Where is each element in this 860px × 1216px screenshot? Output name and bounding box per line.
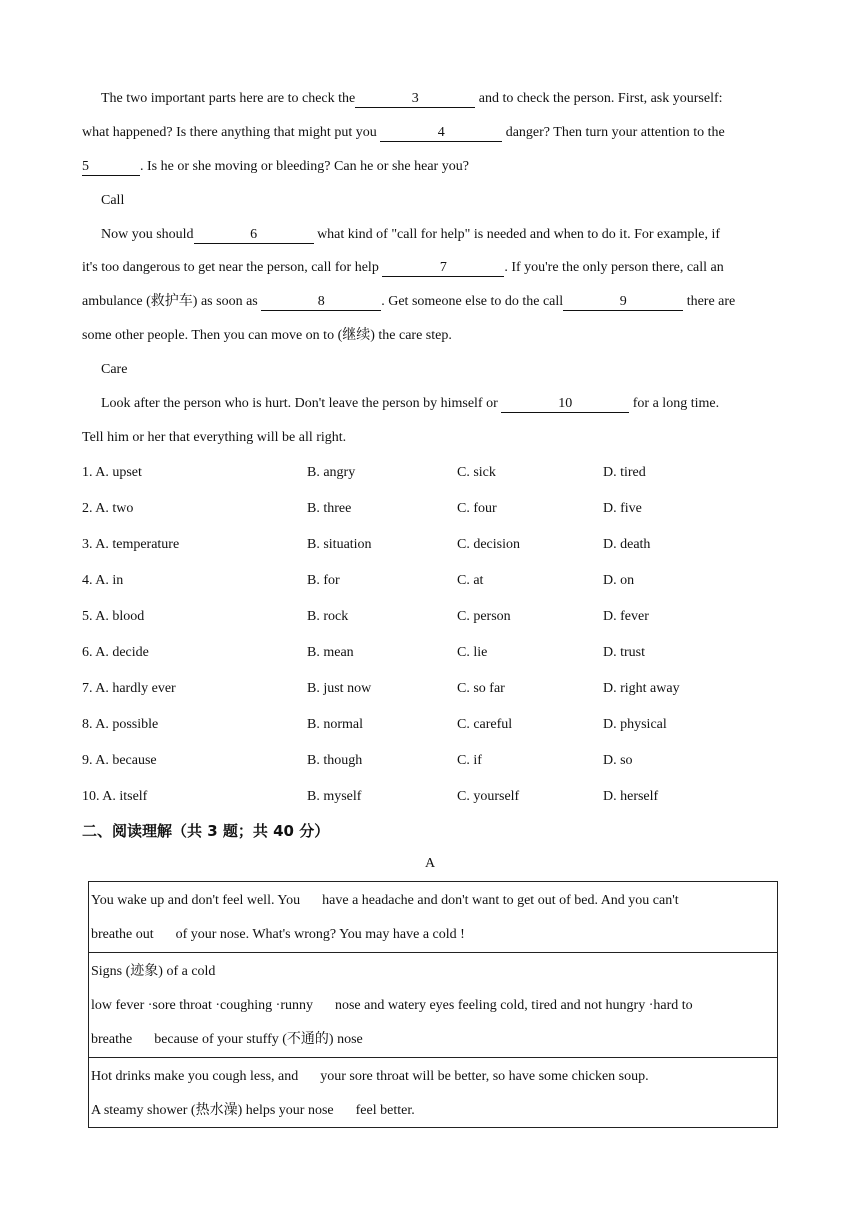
passage-text: danger? Then turn your attention to the bbox=[502, 125, 725, 140]
box-text: have a headache and don't want to get out of bed. And you can't bbox=[322, 893, 679, 908]
box-text: your sore throat will be better, so have some chicken soup. bbox=[320, 1069, 649, 1084]
passage-text: and to check the person. First, ask yourself: bbox=[475, 91, 723, 106]
passage-text: . If you're the only person there, call an bbox=[504, 260, 724, 275]
option-c: C. at bbox=[457, 573, 484, 588]
box-text: because of your stuffy (不通的) nose bbox=[154, 1032, 363, 1047]
passage-line bbox=[82, 123, 782, 143]
option-b: B. rock bbox=[307, 609, 349, 624]
blank-7: 7 bbox=[382, 259, 504, 277]
option-c: C. lie bbox=[457, 645, 488, 660]
option-d: D. herself bbox=[603, 789, 659, 804]
subheading-care: Care bbox=[101, 362, 128, 377]
question-8-options bbox=[82, 715, 782, 735]
blank-10: 10 bbox=[501, 395, 629, 413]
question-7-options bbox=[82, 679, 782, 699]
option-d: D. trust bbox=[603, 645, 645, 660]
option-a: 5. A. blood bbox=[82, 609, 145, 624]
box-text: nose and watery eyes feeling cold, tired and not hungry ·hard to bbox=[334, 998, 693, 1013]
option-c: C. four bbox=[457, 501, 497, 516]
passage-text: what kind of "call for help" is needed and when to do it. For example, if bbox=[313, 227, 720, 242]
question-5-options bbox=[82, 607, 782, 627]
blank-5: 5 bbox=[82, 158, 140, 176]
question-4-options bbox=[82, 571, 782, 591]
option-d: D. right away bbox=[603, 681, 680, 696]
box-row-3 bbox=[89, 1058, 777, 1127]
box-line bbox=[91, 1101, 415, 1121]
option-a: 8. A. possible bbox=[82, 717, 159, 732]
option-b: B. just now bbox=[307, 681, 372, 696]
option-a: 10. A. itself bbox=[82, 789, 148, 804]
option-d: D. on bbox=[603, 573, 635, 588]
box-text: A steamy shower (热水澡) helps your nose bbox=[91, 1103, 334, 1118]
passage-text: what happened? Is there anything that might put you bbox=[82, 125, 381, 140]
box-text: feel better. bbox=[355, 1103, 415, 1118]
question-3-options bbox=[82, 535, 782, 555]
option-b: B. though bbox=[307, 753, 363, 768]
option-a: 7. A. hardly ever bbox=[82, 681, 176, 696]
passage-line: Tell him or her that everything will be all right. bbox=[82, 430, 347, 445]
passage-text: it's too dangerous to get near the person, call for help bbox=[82, 260, 383, 275]
subheading-call: Call bbox=[101, 193, 125, 208]
passage-text: Look after the person who is hurt. Don't leave the person by himself or bbox=[101, 396, 502, 411]
option-b: B. mean bbox=[307, 645, 354, 660]
passage-label: A bbox=[424, 856, 436, 871]
passage-line: some other people. Then you can move on to (继续) the care step. bbox=[82, 328, 452, 343]
box-line bbox=[91, 1030, 363, 1050]
reading-box bbox=[88, 881, 778, 1128]
section-title: 二、阅读理解（共 3 题；共 40 分） bbox=[82, 822, 330, 840]
box-text: breathe bbox=[91, 1032, 133, 1047]
option-d: D. five bbox=[603, 501, 642, 516]
box-text: Hot drinks make you cough less, and bbox=[91, 1069, 299, 1084]
passage-text: The two important parts here are to check the bbox=[101, 91, 356, 106]
passage-line bbox=[82, 258, 782, 278]
passage-line bbox=[101, 89, 801, 109]
option-c: C. careful bbox=[457, 717, 513, 732]
question-6-options bbox=[82, 643, 782, 663]
option-c: C. yourself bbox=[457, 789, 520, 804]
passage-text: Now you should bbox=[101, 227, 194, 242]
passage-text: ambulance (救护车) as soon as bbox=[82, 294, 262, 309]
box-text: of your nose. What's wrong? You may have a cold ! bbox=[175, 927, 465, 942]
passage-line bbox=[101, 394, 801, 414]
option-a: 3. A. temperature bbox=[82, 537, 180, 552]
box-row-2 bbox=[89, 953, 777, 1058]
question-10-options bbox=[82, 787, 782, 807]
option-d: D. so bbox=[603, 753, 633, 768]
passage-text: . Is he or she moving or bleeding? Can he or she hear you? bbox=[140, 159, 469, 174]
option-c: C. sick bbox=[457, 465, 496, 480]
option-b: B. angry bbox=[307, 465, 356, 480]
box-text: low fever ·sore throat ·coughing ·runny bbox=[91, 998, 313, 1013]
option-b: B. three bbox=[307, 501, 352, 516]
option-d: D. tired bbox=[603, 465, 646, 480]
passage-line bbox=[101, 225, 801, 245]
question-1-options bbox=[82, 463, 782, 483]
box-line bbox=[91, 925, 465, 945]
blank-4: 4 bbox=[380, 124, 502, 142]
box-line: Signs (迹象) of a cold bbox=[91, 964, 216, 979]
box-line bbox=[91, 1067, 649, 1087]
box-text: You wake up and don't feel well. You bbox=[91, 893, 301, 908]
box-text: breathe out bbox=[91, 927, 154, 942]
option-b: B. normal bbox=[307, 717, 363, 732]
box-line bbox=[91, 891, 679, 911]
passage-text: . Get someone else to do the call bbox=[381, 294, 564, 309]
blank-8: 8 bbox=[261, 293, 381, 311]
question-9-options bbox=[82, 751, 782, 771]
option-c: C. person bbox=[457, 609, 511, 624]
passage-line bbox=[82, 292, 782, 312]
option-c: C. if bbox=[457, 753, 482, 768]
option-b: B. myself bbox=[307, 789, 362, 804]
question-2-options bbox=[82, 499, 782, 519]
box-row-1 bbox=[89, 882, 777, 953]
blank-9: 9 bbox=[563, 293, 683, 311]
passage-text: there are bbox=[683, 294, 736, 309]
option-d: D. death bbox=[603, 537, 651, 552]
option-a: 2. A. two bbox=[82, 501, 134, 516]
option-c: C. decision bbox=[457, 537, 520, 552]
blank-3: 3 bbox=[355, 90, 475, 108]
option-c: C. so far bbox=[457, 681, 505, 696]
option-d: D. physical bbox=[603, 717, 667, 732]
option-a: 1. A. upset bbox=[82, 465, 142, 480]
option-b: B. situation bbox=[307, 537, 372, 552]
passage-text: for a long time. bbox=[629, 396, 720, 411]
option-b: B. for bbox=[307, 573, 340, 588]
option-a: 9. A. because bbox=[82, 753, 157, 768]
blank-6: 6 bbox=[194, 226, 314, 244]
option-a: 4. A. in bbox=[82, 573, 124, 588]
box-line bbox=[91, 996, 693, 1016]
option-d: D. fever bbox=[603, 609, 649, 624]
option-a: 6. A. decide bbox=[82, 645, 149, 660]
passage-line bbox=[82, 157, 782, 177]
